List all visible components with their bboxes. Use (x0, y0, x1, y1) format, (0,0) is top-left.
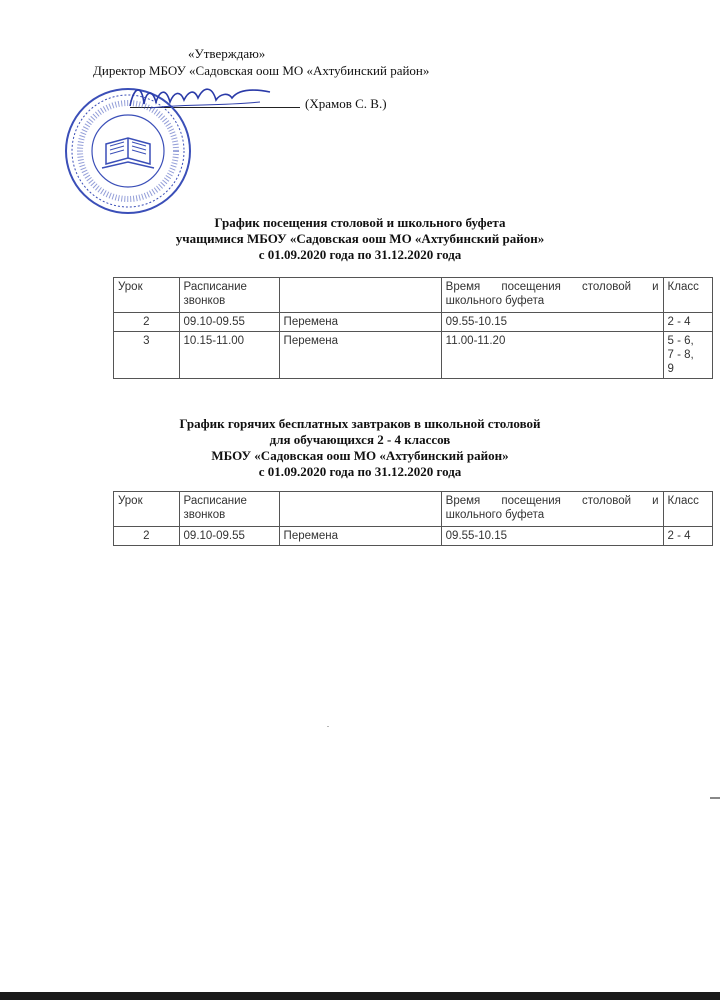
cell-ring: 09.10-09.55 (179, 527, 279, 546)
header-visit-time: Время посещения столовой и школьного буфета (441, 492, 663, 527)
header-ring-schedule: Расписание звонков (179, 278, 279, 313)
approval-director: Директор МБОУ «Садовская оош МО «Ахтубинский район» (93, 63, 430, 78)
director-name: (Храмов С. В.) (305, 96, 387, 111)
cell-lesson: 2 (114, 527, 180, 546)
scan-speck: . (327, 720, 329, 729)
cell-class: 2 - 4 (663, 527, 712, 546)
table-row (114, 332, 713, 379)
director-signature (120, 78, 280, 118)
table-header-row (114, 492, 713, 527)
cell-time: 09.55-10.15 (441, 527, 663, 546)
cell-lesson: 2 (114, 313, 180, 332)
table-row (114, 527, 713, 546)
schedule2-heading: График горячих бесплатных завтраков в школьной столовой для обучающихся 2 - 4 классов МБОУ «Садовская оош МО «Ахтубинский район» с 01.09.2020 года по 31.12.2020 года (179, 416, 541, 479)
header-visit-time: Время посещения столовой и школьного буфета (441, 278, 663, 313)
header-lesson: Урок (114, 278, 180, 313)
cell-time: 11.00-11.20 (441, 332, 663, 379)
scan-bottom-edge (0, 992, 720, 1000)
schedule2-table (113, 491, 713, 546)
header-lesson: Урок (114, 492, 180, 527)
schedule1-table (113, 277, 713, 379)
cell-class: 5 - 6, 7 - 8, 9 (663, 332, 712, 379)
scan-edge-mark (710, 797, 720, 799)
table-header-row (114, 278, 713, 313)
cell-ring: 10.15-11.00 (179, 332, 279, 379)
cell-break: Перемена (279, 313, 441, 332)
cell-class: 2 - 4 (663, 313, 712, 332)
cell-lesson: 3 (114, 332, 180, 379)
table-row (114, 313, 713, 332)
cell-ring: 09.10-09.55 (179, 313, 279, 332)
header-class: Класс (663, 278, 712, 313)
header-blank (279, 492, 441, 527)
cell-break: Перемена (279, 332, 441, 379)
schedule1-heading: График посещения столовой и школьного буфета учащимися МБОУ «Садовская оош МО «Ахтубинский район» с 01.09.2020 года по 31.12.2020 года (175, 215, 545, 262)
header-class: Класс (663, 492, 712, 527)
cell-break: Перемена (279, 527, 441, 546)
cell-time: 09.55-10.15 (441, 313, 663, 332)
header-blank (279, 278, 441, 313)
approval-title: «Утверждаю» (188, 46, 266, 61)
header-ring-schedule: Расписание звонков (179, 492, 279, 527)
